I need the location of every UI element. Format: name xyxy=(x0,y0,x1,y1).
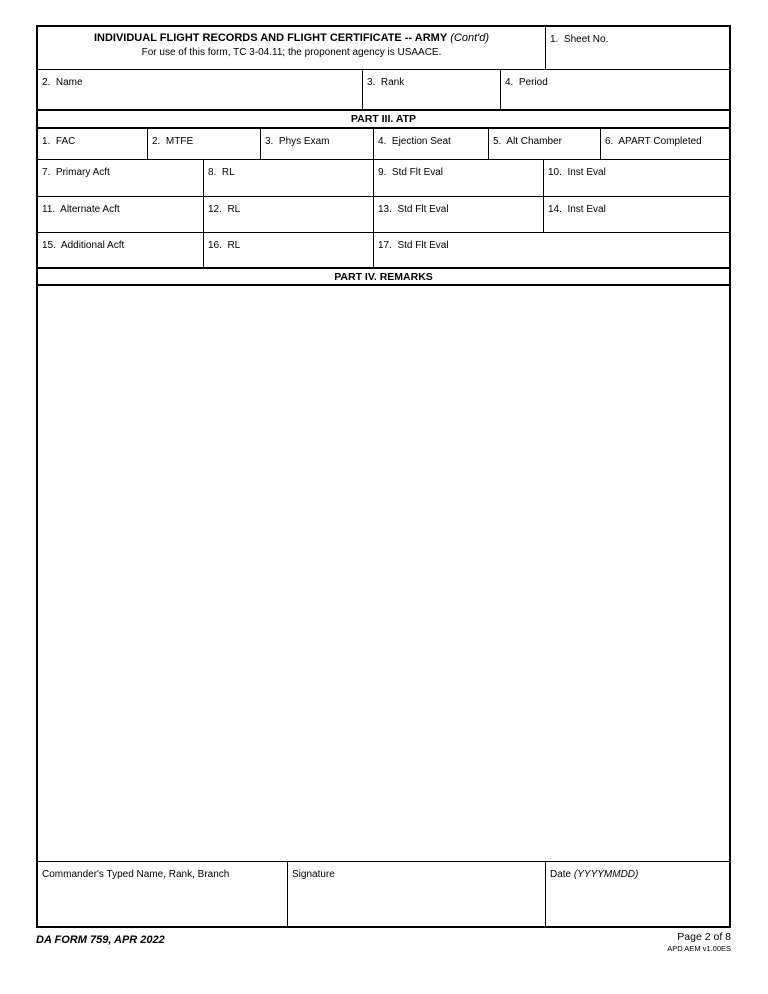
field-std-flt-eval-13[interactable] xyxy=(373,197,543,232)
field-rank-label: 3. Rank xyxy=(367,77,405,88)
field-commander-name-label: Commander's Typed Name, Rank, Branch xyxy=(42,869,230,880)
field-ejection-seat-label: 4. Ejection Seat xyxy=(378,136,451,147)
field-date-label xyxy=(550,869,638,880)
field-std-flt-eval-9[interactable] xyxy=(373,160,543,196)
identity-row xyxy=(38,70,729,111)
field-rl-16-label: 16. RL xyxy=(208,240,241,251)
field-inst-eval-14[interactable] xyxy=(543,197,729,232)
field-std-flt-eval-17-label: 17. Std Flt Eval xyxy=(378,240,449,251)
field-mtfe-label: 2. MTFE xyxy=(152,136,194,147)
field-remarks[interactable] xyxy=(38,286,729,861)
field-primary-acft[interactable] xyxy=(38,160,203,196)
part3-row-4 xyxy=(38,233,729,269)
field-rl-12[interactable] xyxy=(203,197,373,232)
form-title xyxy=(42,32,541,45)
part3-title: PART III. ATP xyxy=(350,113,417,125)
field-additional-acft-label: 15. Additional Acft xyxy=(42,240,125,251)
part4-title: PART IV. REMARKS xyxy=(334,270,433,283)
part3-row-1 xyxy=(38,129,729,160)
remarks-row xyxy=(38,286,729,862)
form-title-cell xyxy=(38,27,545,69)
field-rl-12-label: 12. RL xyxy=(208,204,241,215)
form-title-main: INDIVIDUAL FLIGHT RECORDS AND FLIGHT CERTIFICATE -- ARMY xyxy=(93,32,448,44)
header-row xyxy=(38,27,729,70)
field-std-flt-eval-17[interactable] xyxy=(373,233,729,267)
field-fac-label: 1. FAC xyxy=(42,136,76,147)
field-alternate-acft-label: 11. Alternate Acft xyxy=(42,204,120,215)
part3-row-2 xyxy=(38,160,729,197)
page-number: Page 2 of 8 xyxy=(677,931,731,943)
field-phys-exam[interactable] xyxy=(260,129,373,159)
form-table xyxy=(36,25,731,928)
field-rl-16[interactable] xyxy=(203,233,373,267)
field-inst-eval-10[interactable] xyxy=(543,160,729,196)
apd-version: APD AEM v1.00ES xyxy=(667,944,731,953)
field-period-label: 4. Period xyxy=(505,77,548,88)
field-apart-completed-label: 6. APART Completed xyxy=(605,136,702,147)
field-std-flt-eval-9-label: 9. Std Flt Eval xyxy=(378,167,444,178)
field-commander-name[interactable] xyxy=(38,862,287,926)
field-fac[interactable] xyxy=(38,129,147,159)
part3-header-band xyxy=(38,111,729,129)
form-subtitle: For use of this form, TC 3-04.11; the proponent agency is USAACE. xyxy=(141,47,442,58)
field-date-label-text: Date xyxy=(550,869,574,880)
field-rank[interactable] xyxy=(362,70,500,109)
field-rl-8-label: 8. RL xyxy=(208,167,235,178)
field-date-format: (YYYYMMDD) xyxy=(573,869,639,880)
field-period[interactable] xyxy=(500,70,729,109)
field-name[interactable] xyxy=(38,70,362,109)
form-id: DA FORM 759, APR 2022 xyxy=(36,934,165,946)
field-sheet-no[interactable] xyxy=(545,27,729,69)
field-signature[interactable] xyxy=(287,862,545,926)
field-date[interactable] xyxy=(545,862,729,926)
form-title-contd: (Cont'd) xyxy=(447,32,490,44)
field-primary-acft-label: 7. Primary Acft xyxy=(42,167,110,178)
field-alt-chamber-label: 5. Alt Chamber xyxy=(493,136,562,147)
part3-row-3 xyxy=(38,197,729,233)
field-inst-eval-10-label: 10. Inst Eval xyxy=(548,167,606,178)
field-ejection-seat[interactable] xyxy=(373,129,488,159)
field-inst-eval-14-label: 14. Inst Eval xyxy=(548,204,606,215)
field-name-label: 2. Name xyxy=(42,77,83,88)
field-alternate-acft[interactable] xyxy=(38,197,203,232)
field-std-flt-eval-13-label: 13. Std Flt Eval xyxy=(378,204,449,215)
field-apart-completed[interactable] xyxy=(600,129,729,159)
certification-row xyxy=(38,862,729,926)
field-signature-label: Signature xyxy=(292,869,335,880)
field-mtfe[interactable] xyxy=(147,129,260,159)
field-rl-8[interactable] xyxy=(203,160,373,196)
footer-right xyxy=(667,931,731,954)
page-footer xyxy=(36,931,731,954)
field-sheet-no-label: 1. Sheet No. xyxy=(550,34,609,45)
field-phys-exam-label: 3. Phys Exam xyxy=(265,136,330,147)
field-alt-chamber[interactable] xyxy=(488,129,600,159)
part4-header-band xyxy=(38,269,729,286)
field-additional-acft[interactable] xyxy=(38,233,203,267)
